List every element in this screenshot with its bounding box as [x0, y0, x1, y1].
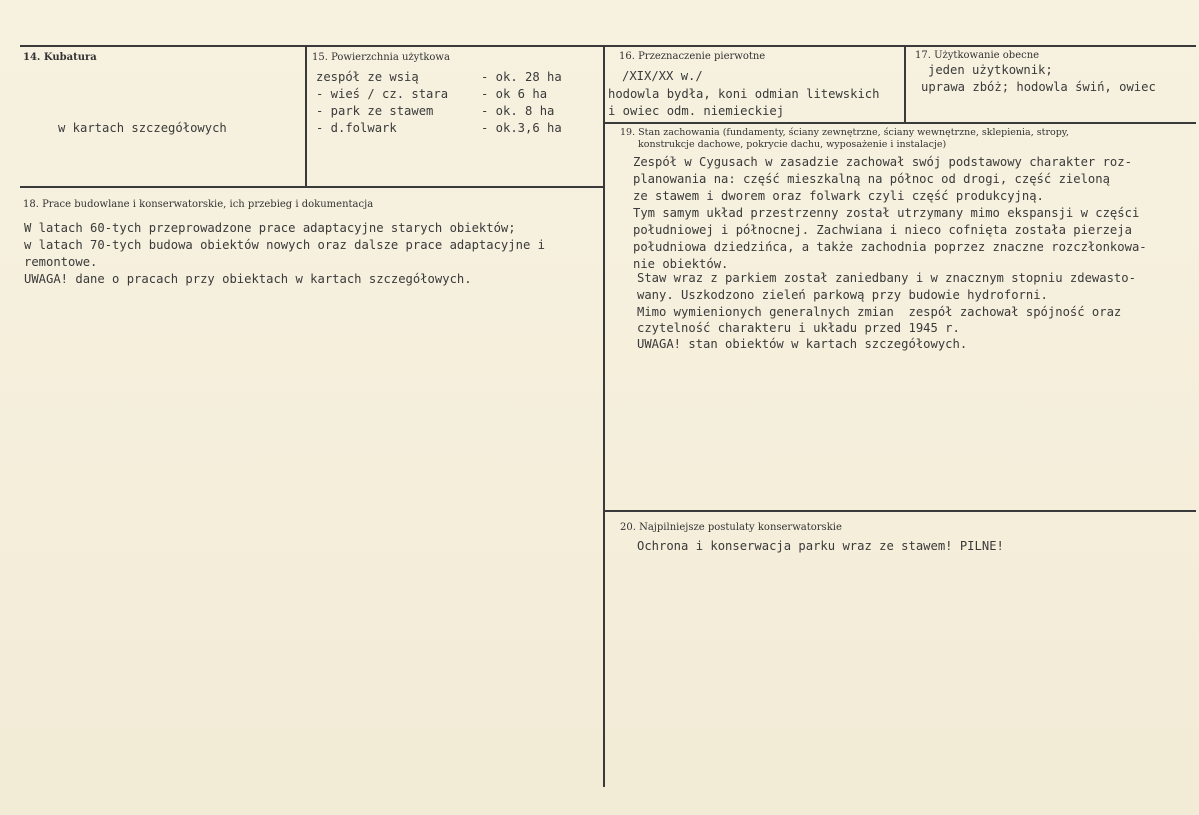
field-19-line: nie obiektów. — [633, 257, 729, 271]
rule-row2-right — [604, 510, 1196, 512]
field-19-line: Mimo wymienionych generalnych zmian zespół zachował spójność oraz — [637, 305, 1122, 319]
divider-16-17 — [904, 45, 906, 122]
field-17-label: 17. Użytkowanie obecne — [915, 50, 1040, 61]
field-19-line: południowej i północnej. Zachwiana i nieco cofnięta została pierzeja — [633, 223, 1132, 237]
field-19-label: 19. Stan zachowania (fundamenty, ściany zewnętrzne, ściany wewnętrzne, sklepienia, stropy, — [620, 127, 1069, 138]
divider-14-15 — [305, 45, 307, 186]
field-16-line: hodowla bydła, koni odmian litewskich — [608, 87, 880, 101]
area-name: - park ze stawem — [316, 104, 434, 118]
field-17-line: jeden użytkownik; — [928, 63, 1053, 77]
field-19-line: ze stawem i dworem oraz folwark czyli część produkcyjną. — [633, 189, 1044, 203]
area-value: - ok. 8 ha — [481, 104, 555, 118]
area-name: - wieś / cz. stara — [316, 87, 449, 101]
field-15-label: 15. Powierzchnia użytkowa — [312, 52, 450, 63]
field-19-line: UWAGA! stan obiektów w kartach szczegółowych. — [637, 337, 968, 351]
field-20-label: 20. Najpilniejsze postulaty konserwatorskie — [620, 522, 842, 533]
area-value: - ok.3,6 ha — [481, 121, 562, 135]
area-name: zespół ze wsią — [316, 70, 419, 84]
field-18-line: w latach 70-tych budowa obiektów nowych oraz dalsze prace adaptacyjne i — [24, 238, 545, 252]
field-19-line: Staw wraz z parkiem został zaniedbany i w znacznym stopniu zdewasto- — [637, 271, 1136, 285]
field-19-line: planowania na: część mieszkalną na północ od drogi, część zieloną — [633, 172, 1110, 186]
field-19-label-cont: konstrukcje dachowe, pokrycie dachu, wyposażenie i instalacje) — [638, 139, 947, 150]
field-20-value: Ochrona i konserwacja parku wraz ze stawem! PILNE! — [637, 539, 1004, 553]
field-19-line: południowa dziedzińca, a także zachodnia poprzez znaczne rozczłonkowa- — [633, 240, 1147, 254]
field-14-label: 14. Kubatura — [23, 52, 97, 63]
field-19-line: czytelność charakteru i układu przed 1945 r. — [637, 321, 960, 335]
field-18-line: remontowe. — [24, 255, 98, 269]
field-17-line: uprawa zbóż; hodowla świń, owiec — [921, 80, 1156, 94]
field-18-line: UWAGA! dane o pracach przy obiektach w kartach szczegółowych. — [24, 272, 472, 286]
field-19-line: wany. Uszkodzono zieleń parkową przy budowie hydroforni. — [637, 288, 1048, 302]
top-rule — [20, 45, 1196, 47]
field-18-line: W latach 60-tych przeprowadzone prace adaptacyjne starych obiektów; — [24, 221, 516, 235]
rule-row1-right — [604, 122, 1196, 124]
field-19-line: Tym samym układ przestrzenny został utrzymany mimo ekspansji w części — [633, 206, 1140, 220]
area-name: - d.folwark — [316, 121, 397, 135]
divider-main — [603, 45, 605, 787]
field-19-line: Zespół w Cygusach w zasadzie zachował swój podstawowy charakter roz- — [633, 155, 1132, 169]
field-14-value: w kartach szczegółowych — [58, 121, 227, 135]
area-value: - ok. 28 ha — [481, 70, 562, 84]
rule-row1-left — [20, 186, 604, 188]
field-18-label: 18. Prace budowlane i konserwatorskie, ich przebieg i dokumentacja — [23, 199, 374, 210]
area-value: - ok 6 ha — [481, 87, 548, 101]
field-16-label: 16. Przeznaczenie pierwotne — [619, 51, 766, 62]
field-16-line: /XIX/XX w./ — [622, 69, 703, 83]
field-16-line: i owiec odm. niemieckiej — [608, 104, 785, 118]
